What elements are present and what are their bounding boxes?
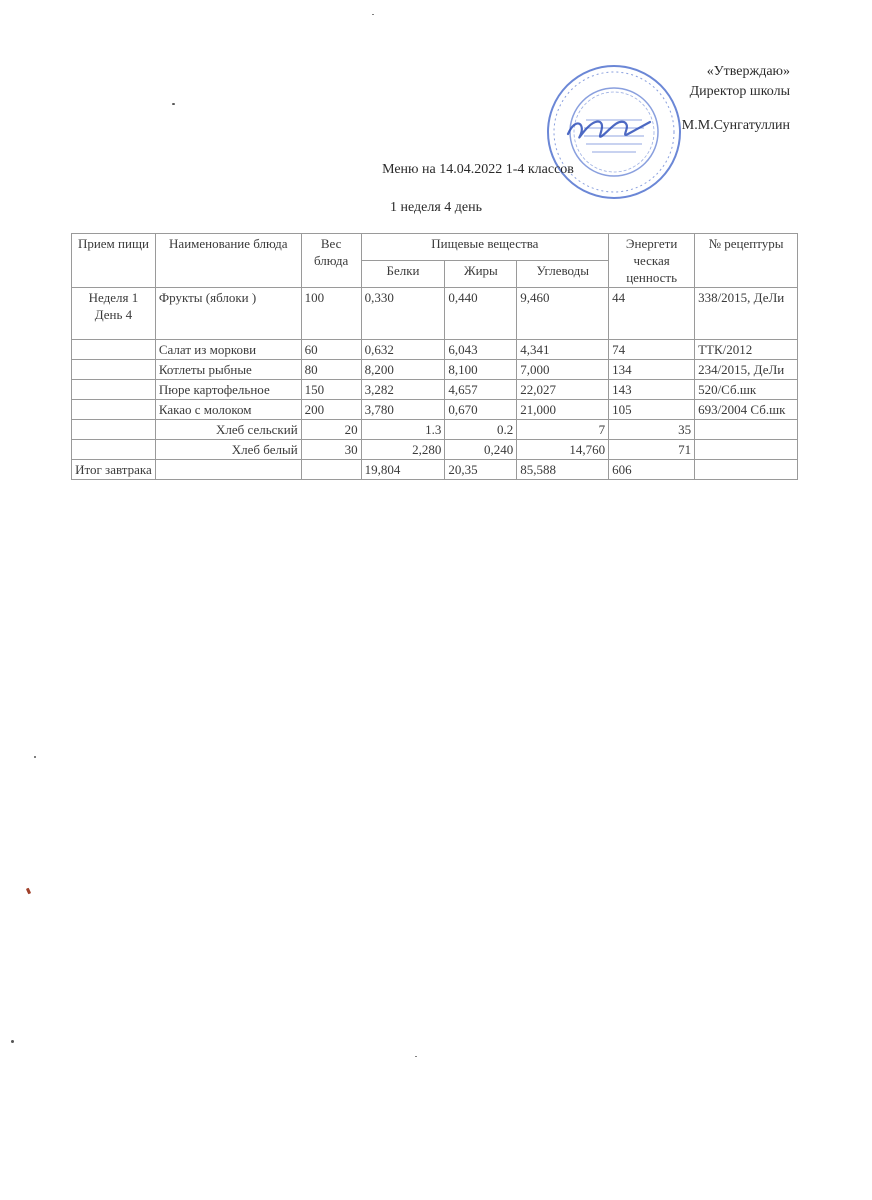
table-row	[72, 400, 798, 420]
dish-weight: 150	[301, 380, 361, 400]
page-title: Меню на 14.04.2022 1-4 классов	[382, 162, 574, 177]
dish-name: Салат из моркови	[155, 340, 301, 360]
header-weight: Вес блюда	[301, 234, 361, 288]
table-total-row	[72, 460, 798, 480]
table-row	[72, 420, 798, 440]
dish-protein: 0,632	[361, 340, 445, 360]
dish-recipe	[695, 420, 798, 440]
table-row	[72, 360, 798, 380]
header-carbs: Углеводы	[517, 261, 609, 288]
school-stamp-icon	[546, 64, 682, 200]
dish-energy: 134	[609, 360, 695, 380]
scan-speck	[11, 1040, 14, 1043]
dish-carbs: 14,760	[517, 440, 609, 460]
dish-carbs: 22,027	[517, 380, 609, 400]
dish-recipe: 693/2004 Сб.шк	[695, 400, 798, 420]
scan-speck	[372, 14, 374, 15]
dish-protein: 2,280	[361, 440, 445, 460]
dish-fat: 4,657	[445, 380, 517, 400]
total-carbs: 85,588	[517, 460, 609, 480]
header-nutrients: Пищевые вещества	[361, 234, 609, 261]
dish-fat: 0.2	[445, 420, 517, 440]
menu-table	[71, 233, 798, 480]
scan-speck	[415, 1056, 417, 1057]
dish-weight: 200	[301, 400, 361, 420]
scan-speck	[34, 756, 36, 758]
dish-carbs: 7,000	[517, 360, 609, 380]
scan-speck	[172, 103, 175, 105]
header-dish: Наименование блюда	[155, 234, 301, 288]
approval-block	[682, 62, 790, 136]
table-row	[72, 440, 798, 460]
scan-speck	[26, 888, 31, 895]
dish-protein: 3,780	[361, 400, 445, 420]
total-fat: 20,35	[445, 460, 517, 480]
dish-fat: 0,670	[445, 400, 517, 420]
approval-name: М.М.Сунгатуллин	[681, 118, 790, 133]
approval-heading: «Утверждаю»	[706, 64, 790, 79]
dish-carbs: 7	[517, 420, 609, 440]
dish-carbs: 4,341	[517, 340, 609, 360]
dish-energy: 71	[609, 440, 695, 460]
dish-weight: 30	[301, 440, 361, 460]
meal-label: Неделя 1 День 4	[72, 288, 156, 340]
dish-weight: 80	[301, 360, 361, 380]
table-row	[72, 288, 798, 340]
dish-weight: 20	[301, 420, 361, 440]
table-row	[72, 340, 798, 360]
dish-fat: 6,043	[445, 340, 517, 360]
dish-protein: 0,330	[361, 288, 445, 340]
total-label: Итог завтрака	[72, 460, 156, 480]
dish-fat: 8,100	[445, 360, 517, 380]
dish-energy: 143	[609, 380, 695, 400]
dish-name: Фрукты (яблоки )	[155, 288, 301, 340]
dish-recipe: 520/Сб.шк	[695, 380, 798, 400]
total-protein: 19,804	[361, 460, 445, 480]
dish-weight: 60	[301, 340, 361, 360]
dish-energy: 105	[609, 400, 695, 420]
dish-weight: 100	[301, 288, 361, 340]
approval-position: Директор школы	[689, 84, 790, 99]
dish-name: Какао с молоком	[155, 400, 301, 420]
dish-energy: 35	[609, 420, 695, 440]
header-fat: Жиры	[445, 261, 517, 288]
header-energy: Энергети ческая ценность	[609, 234, 695, 288]
dish-fat: 0,440	[445, 288, 517, 340]
dish-name: Пюре картофельное	[155, 380, 301, 400]
dish-recipe: 234/2015, ДеЛи	[695, 360, 798, 380]
header-meal: Прием пищи	[72, 234, 156, 288]
header-protein: Белки	[361, 261, 445, 288]
dish-recipe: 338/2015, ДеЛи	[695, 288, 798, 340]
dish-carbs: 21,000	[517, 400, 609, 420]
table-header-row	[72, 234, 798, 261]
dish-name: Котлеты рыбные	[155, 360, 301, 380]
dish-energy: 74	[609, 340, 695, 360]
signature-icon	[568, 122, 650, 138]
dish-protein: 1.3	[361, 420, 445, 440]
dish-protein: 8,200	[361, 360, 445, 380]
dish-recipe: ТТК/2012	[695, 340, 798, 360]
dish-name: Хлеб белый	[155, 440, 301, 460]
total-energy: 606	[609, 460, 695, 480]
dish-name: Хлеб сельский	[155, 420, 301, 440]
page-subtitle: 1 неделя 4 день	[390, 200, 482, 215]
dish-protein: 3,282	[361, 380, 445, 400]
header-recipe: № рецептуры	[695, 234, 798, 288]
dish-recipe	[695, 440, 798, 460]
dish-fat: 0,240	[445, 440, 517, 460]
table-row	[72, 380, 798, 400]
dish-energy: 44	[609, 288, 695, 340]
dish-carbs: 9,460	[517, 288, 609, 340]
